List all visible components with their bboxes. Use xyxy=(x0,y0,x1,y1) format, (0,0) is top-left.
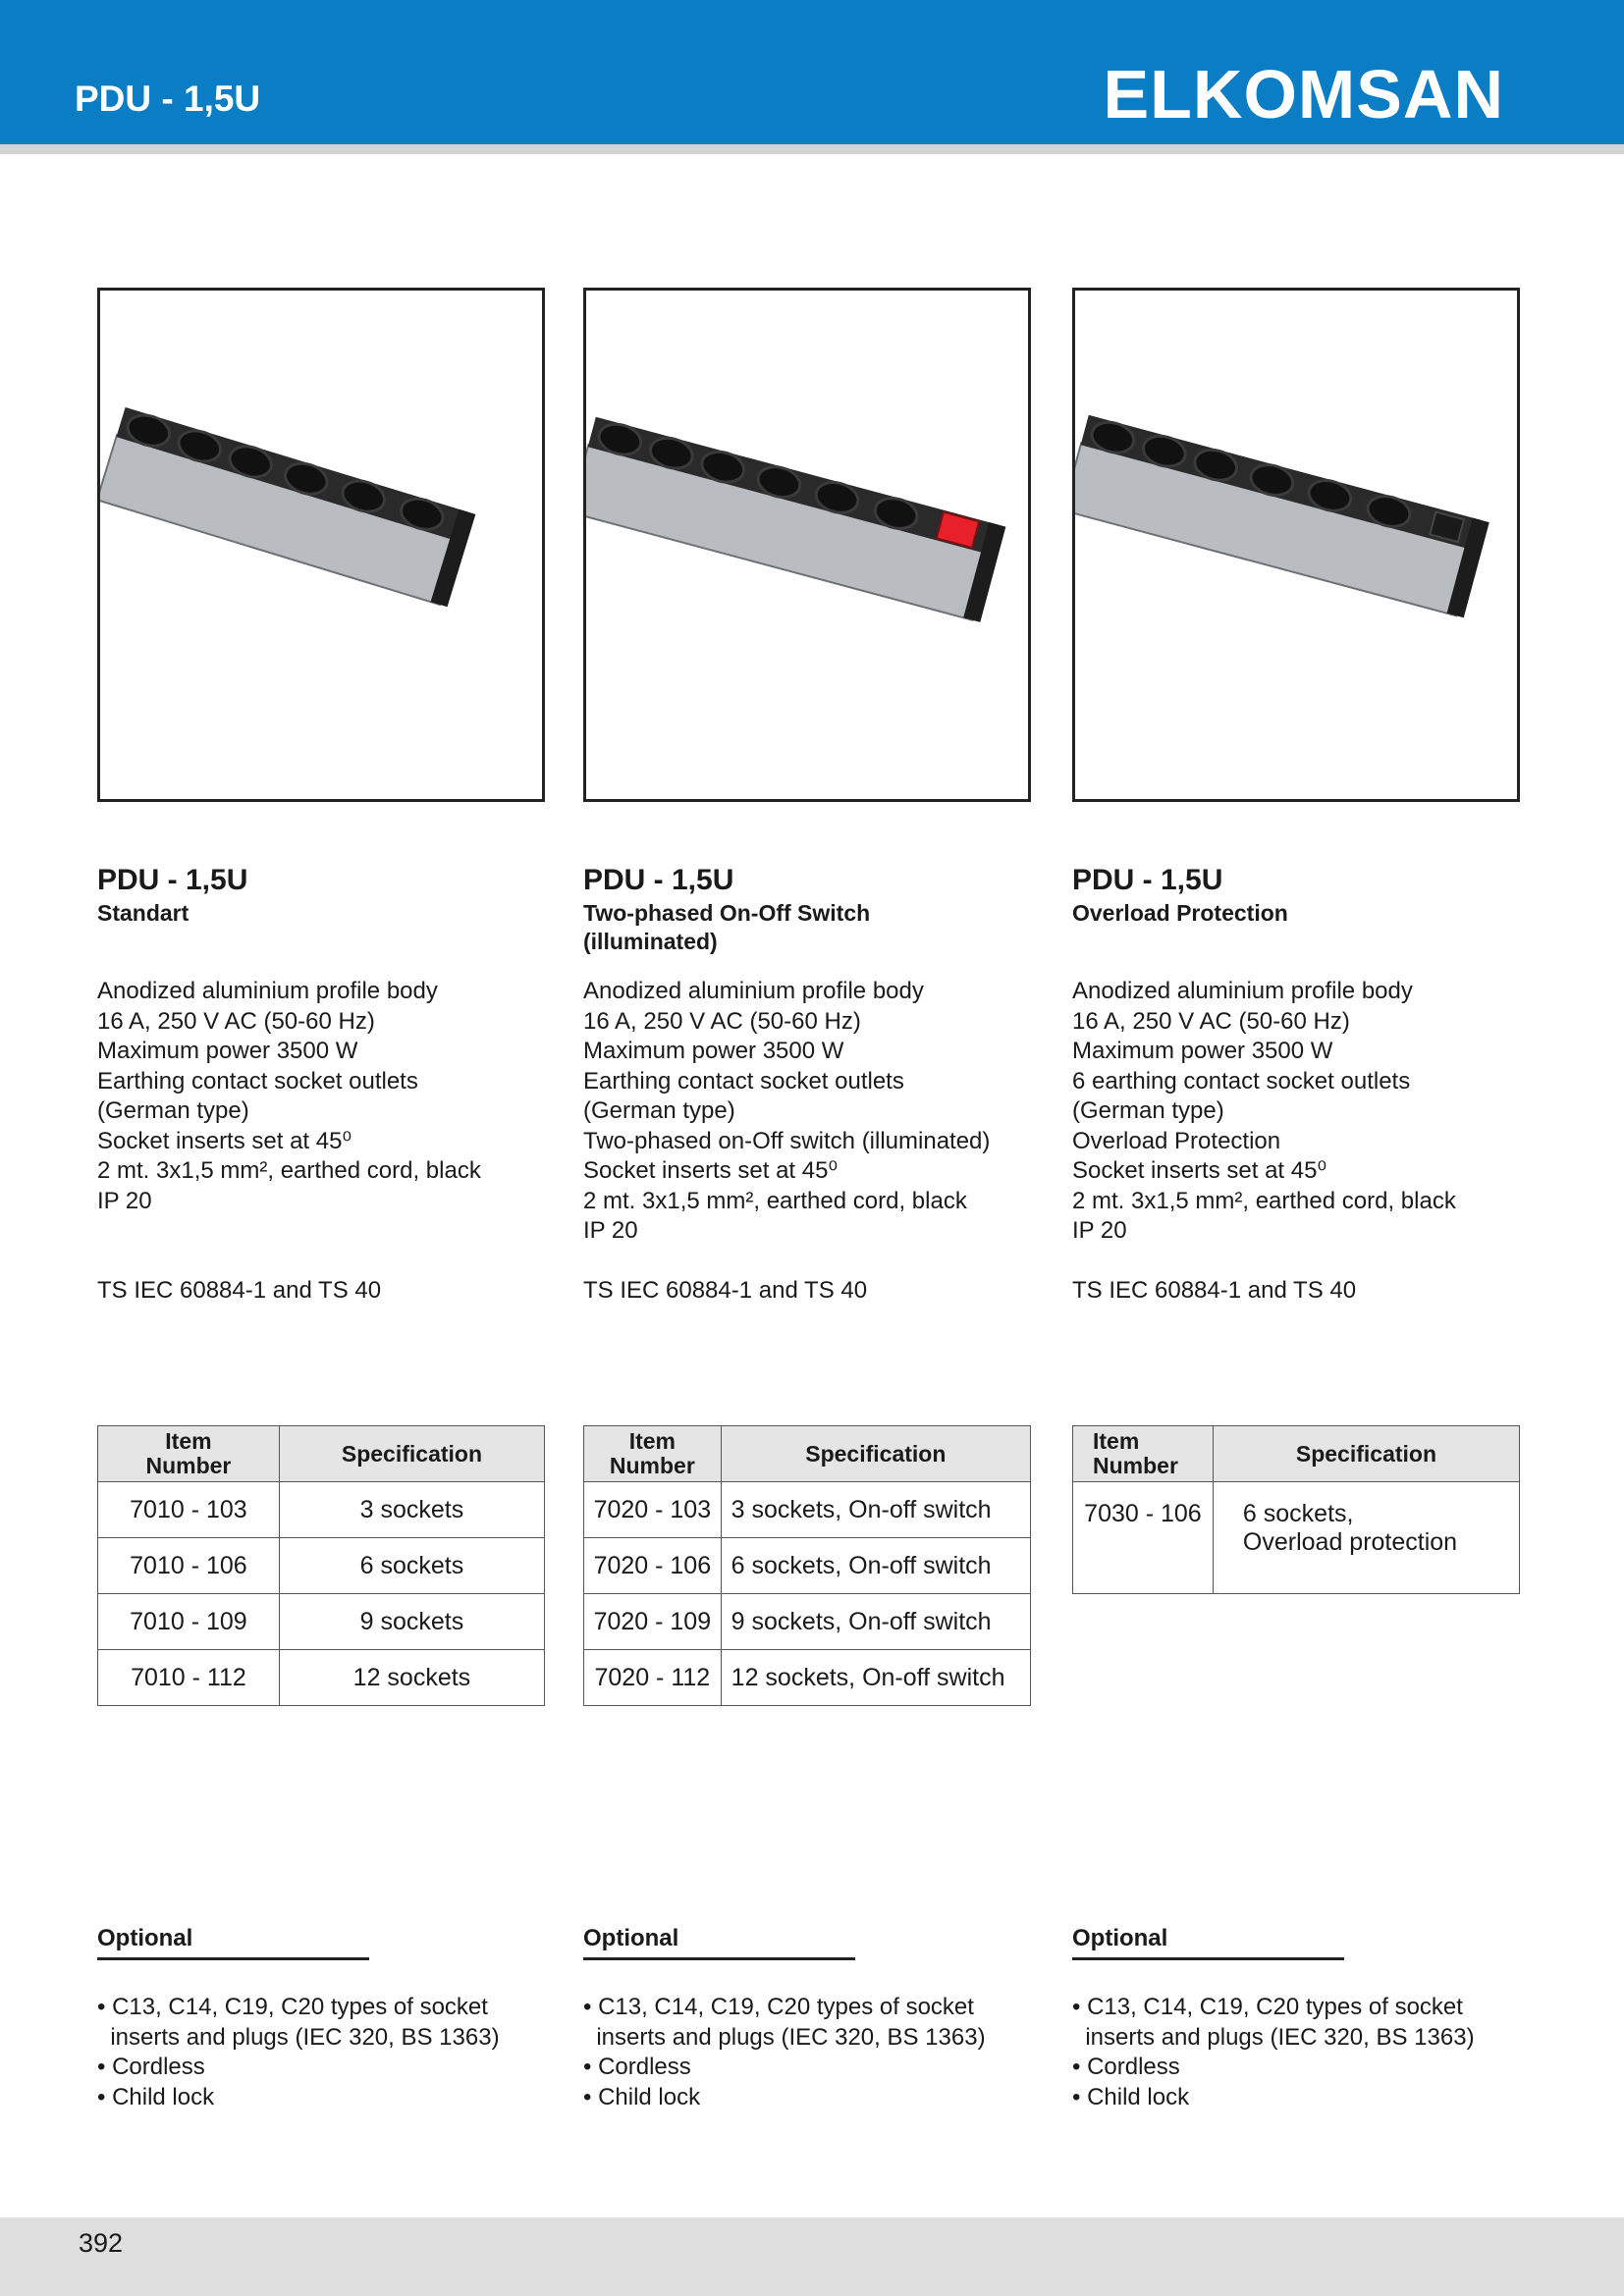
optional-item: • C13, C14, C19, C20 types of socket xyxy=(1072,1994,1463,2020)
spec-cell: 9 sockets xyxy=(279,1594,544,1650)
spec-cell: 6 sockets, On-off switch xyxy=(721,1538,1030,1594)
pdu-switch-photo-icon xyxy=(586,291,1028,799)
feature-item: 16 A, 250 V AC (50-60 Hz) xyxy=(583,1007,861,1035)
optional-item: • C13, C14, C19, C20 types of socket xyxy=(97,1994,488,2020)
feature-item: Maximum power 3500 W xyxy=(97,1038,358,1064)
brand-logo: ELKOMSAN xyxy=(1103,56,1504,133)
feature-item: IP 20 xyxy=(1072,1217,1127,1244)
feature-item: 16 A, 250 V AC (50-60 Hz) xyxy=(1072,1007,1350,1035)
item-number-cell: 7020 - 112 xyxy=(584,1650,722,1706)
feature-item: IP 20 xyxy=(583,1217,638,1244)
feature-list xyxy=(97,977,559,1216)
spec-cell xyxy=(1213,1482,1519,1594)
column-header-item: Item Number xyxy=(584,1426,722,1482)
optional-divider xyxy=(1072,1957,1344,1960)
feature-item: Socket inserts set at 45⁰ xyxy=(97,1127,352,1154)
table-row xyxy=(98,1538,545,1594)
feature-item: Anodized aluminium profile body xyxy=(97,978,438,1004)
table-row xyxy=(98,1650,545,1706)
optional-item: • Cordless xyxy=(1072,2054,1180,2080)
feature-item: IP 20 xyxy=(97,1187,152,1214)
optional-item: • Child lock xyxy=(583,2083,701,2110)
spec-line: Overload protection xyxy=(1242,1528,1458,1556)
feature-list xyxy=(583,977,1045,1247)
feature-item: (German type) xyxy=(1072,1097,1224,1124)
table-row xyxy=(98,1482,545,1538)
optional-item: • Cordless xyxy=(583,2054,691,2080)
spec-cell: 6 sockets xyxy=(279,1538,544,1594)
feature-item: Anodized aluminium profile body xyxy=(1072,978,1413,1004)
product-title: PDU - 1,5U xyxy=(583,864,734,896)
feature-item: Two-phased on-Off switch (illuminated) xyxy=(583,1127,991,1154)
feature-item: Earthing contact socket outlets xyxy=(97,1067,418,1095)
pdu-overload-photo-icon xyxy=(1075,291,1517,799)
page-title: PDU - 1,5U xyxy=(75,79,261,119)
feature-item: 6 earthing contact socket outlets xyxy=(1072,1067,1411,1095)
column-header-item: Item Number xyxy=(98,1426,280,1482)
optional-title: Optional xyxy=(583,1925,679,1951)
optional-item: • Child lock xyxy=(1072,2083,1190,2110)
optional-item: inserts and plugs (IEC 320, BS 1363) xyxy=(1072,2023,1475,2051)
feature-item: Overload Protection xyxy=(1072,1127,1281,1154)
optional-item: • Child lock xyxy=(97,2083,215,2110)
spec-line: 6 sockets, xyxy=(1242,1500,1354,1527)
product-subtitle: Two-phased On-Off Switch (illuminated) xyxy=(583,900,871,954)
table-header-row xyxy=(98,1426,545,1482)
optional-list xyxy=(583,1993,1045,2112)
item-number-cell: 7020 - 103 xyxy=(584,1482,722,1538)
standard-text: TS IEC 60884-1 and TS 40 xyxy=(583,1277,868,1304)
feature-item: (German type) xyxy=(583,1097,735,1124)
spec-cell: 3 sockets, On-off switch xyxy=(721,1482,1030,1538)
feature-item: 2 mt. 3x1,5 mm², earthed cord, black xyxy=(97,1157,481,1184)
page-number: 392 xyxy=(79,2228,124,2258)
optional-divider xyxy=(97,1957,369,1960)
optional-title: Optional xyxy=(97,1925,193,1951)
spec-cell: 9 sockets, On-off switch xyxy=(721,1594,1030,1650)
spec-table xyxy=(583,1425,1031,1706)
feature-item: Maximum power 3500 W xyxy=(1072,1038,1333,1064)
spec-cell: 12 sockets, On-off switch xyxy=(721,1650,1030,1706)
table-header-row xyxy=(584,1426,1031,1482)
item-number-cell: 7010 - 106 xyxy=(98,1538,280,1594)
optional-item: inserts and plugs (IEC 320, BS 1363) xyxy=(583,2023,986,2051)
table-header-row xyxy=(1073,1426,1520,1482)
optional-divider xyxy=(583,1957,855,1960)
product-photo-switch xyxy=(583,288,1031,802)
product-title: PDU - 1,5U xyxy=(97,864,248,896)
table-row xyxy=(584,1594,1031,1650)
product-subtitle: Standart xyxy=(97,900,189,926)
optional-item: inserts and plugs (IEC 320, BS 1363) xyxy=(97,2023,500,2051)
optional-item: • Cordless xyxy=(97,2054,205,2080)
feature-item: Anodized aluminium profile body xyxy=(583,978,924,1004)
item-number-cell: 7010 - 103 xyxy=(98,1482,280,1538)
table-row xyxy=(584,1650,1031,1706)
optional-title: Optional xyxy=(1072,1925,1168,1951)
item-number-cell: 7020 - 106 xyxy=(584,1538,722,1594)
item-number-cell: 7020 - 109 xyxy=(584,1594,722,1650)
feature-item: Socket inserts set at 45⁰ xyxy=(1072,1157,1327,1184)
column-header-item: Item Number xyxy=(1073,1426,1214,1482)
feature-item: 2 mt. 3x1,5 mm², earthed cord, black xyxy=(583,1187,967,1214)
optional-list xyxy=(97,1993,559,2112)
standard-text: TS IEC 60884-1 and TS 40 xyxy=(1072,1277,1357,1304)
pdu-standard-photo-icon xyxy=(100,291,542,799)
feature-item: Socket inserts set at 45⁰ xyxy=(583,1157,839,1184)
footer-bar xyxy=(0,2217,1624,2296)
feature-item: Maximum power 3500 W xyxy=(583,1038,844,1064)
table-row xyxy=(1073,1482,1520,1594)
feature-item: 2 mt. 3x1,5 mm², earthed cord, black xyxy=(1072,1187,1456,1214)
table-row xyxy=(98,1594,545,1650)
feature-item: (German type) xyxy=(97,1097,249,1124)
optional-list xyxy=(1072,1993,1534,2112)
feature-item: Earthing contact socket outlets xyxy=(583,1067,904,1095)
product-photo-overload xyxy=(1072,288,1520,802)
product-title: PDU - 1,5U xyxy=(1072,864,1223,896)
item-number-cell: 7010 - 109 xyxy=(98,1594,280,1650)
feature-list xyxy=(1072,977,1534,1247)
standard-text: TS IEC 60884-1 and TS 40 xyxy=(97,1277,382,1304)
column-header-spec: Specification xyxy=(279,1426,544,1482)
header-divider xyxy=(0,144,1624,154)
product-subtitle: Overload Protection xyxy=(1072,900,1288,926)
column-header-spec: Specification xyxy=(721,1426,1030,1482)
table-row xyxy=(584,1482,1031,1538)
product-photo-standard xyxy=(97,288,545,802)
spec-cell: 3 sockets xyxy=(279,1482,544,1538)
table-row xyxy=(584,1538,1031,1594)
optional-item: • C13, C14, C19, C20 types of socket xyxy=(583,1994,974,2020)
spec-table xyxy=(1072,1425,1520,1594)
feature-item: 16 A, 250 V AC (50-60 Hz) xyxy=(97,1007,375,1035)
spec-table xyxy=(97,1425,545,1706)
item-number-cell: 7010 - 112 xyxy=(98,1650,280,1706)
column-header-spec: Specification xyxy=(1213,1426,1519,1482)
item-number-cell: 7030 - 106 xyxy=(1073,1482,1214,1594)
spec-cell: 12 sockets xyxy=(279,1650,544,1706)
